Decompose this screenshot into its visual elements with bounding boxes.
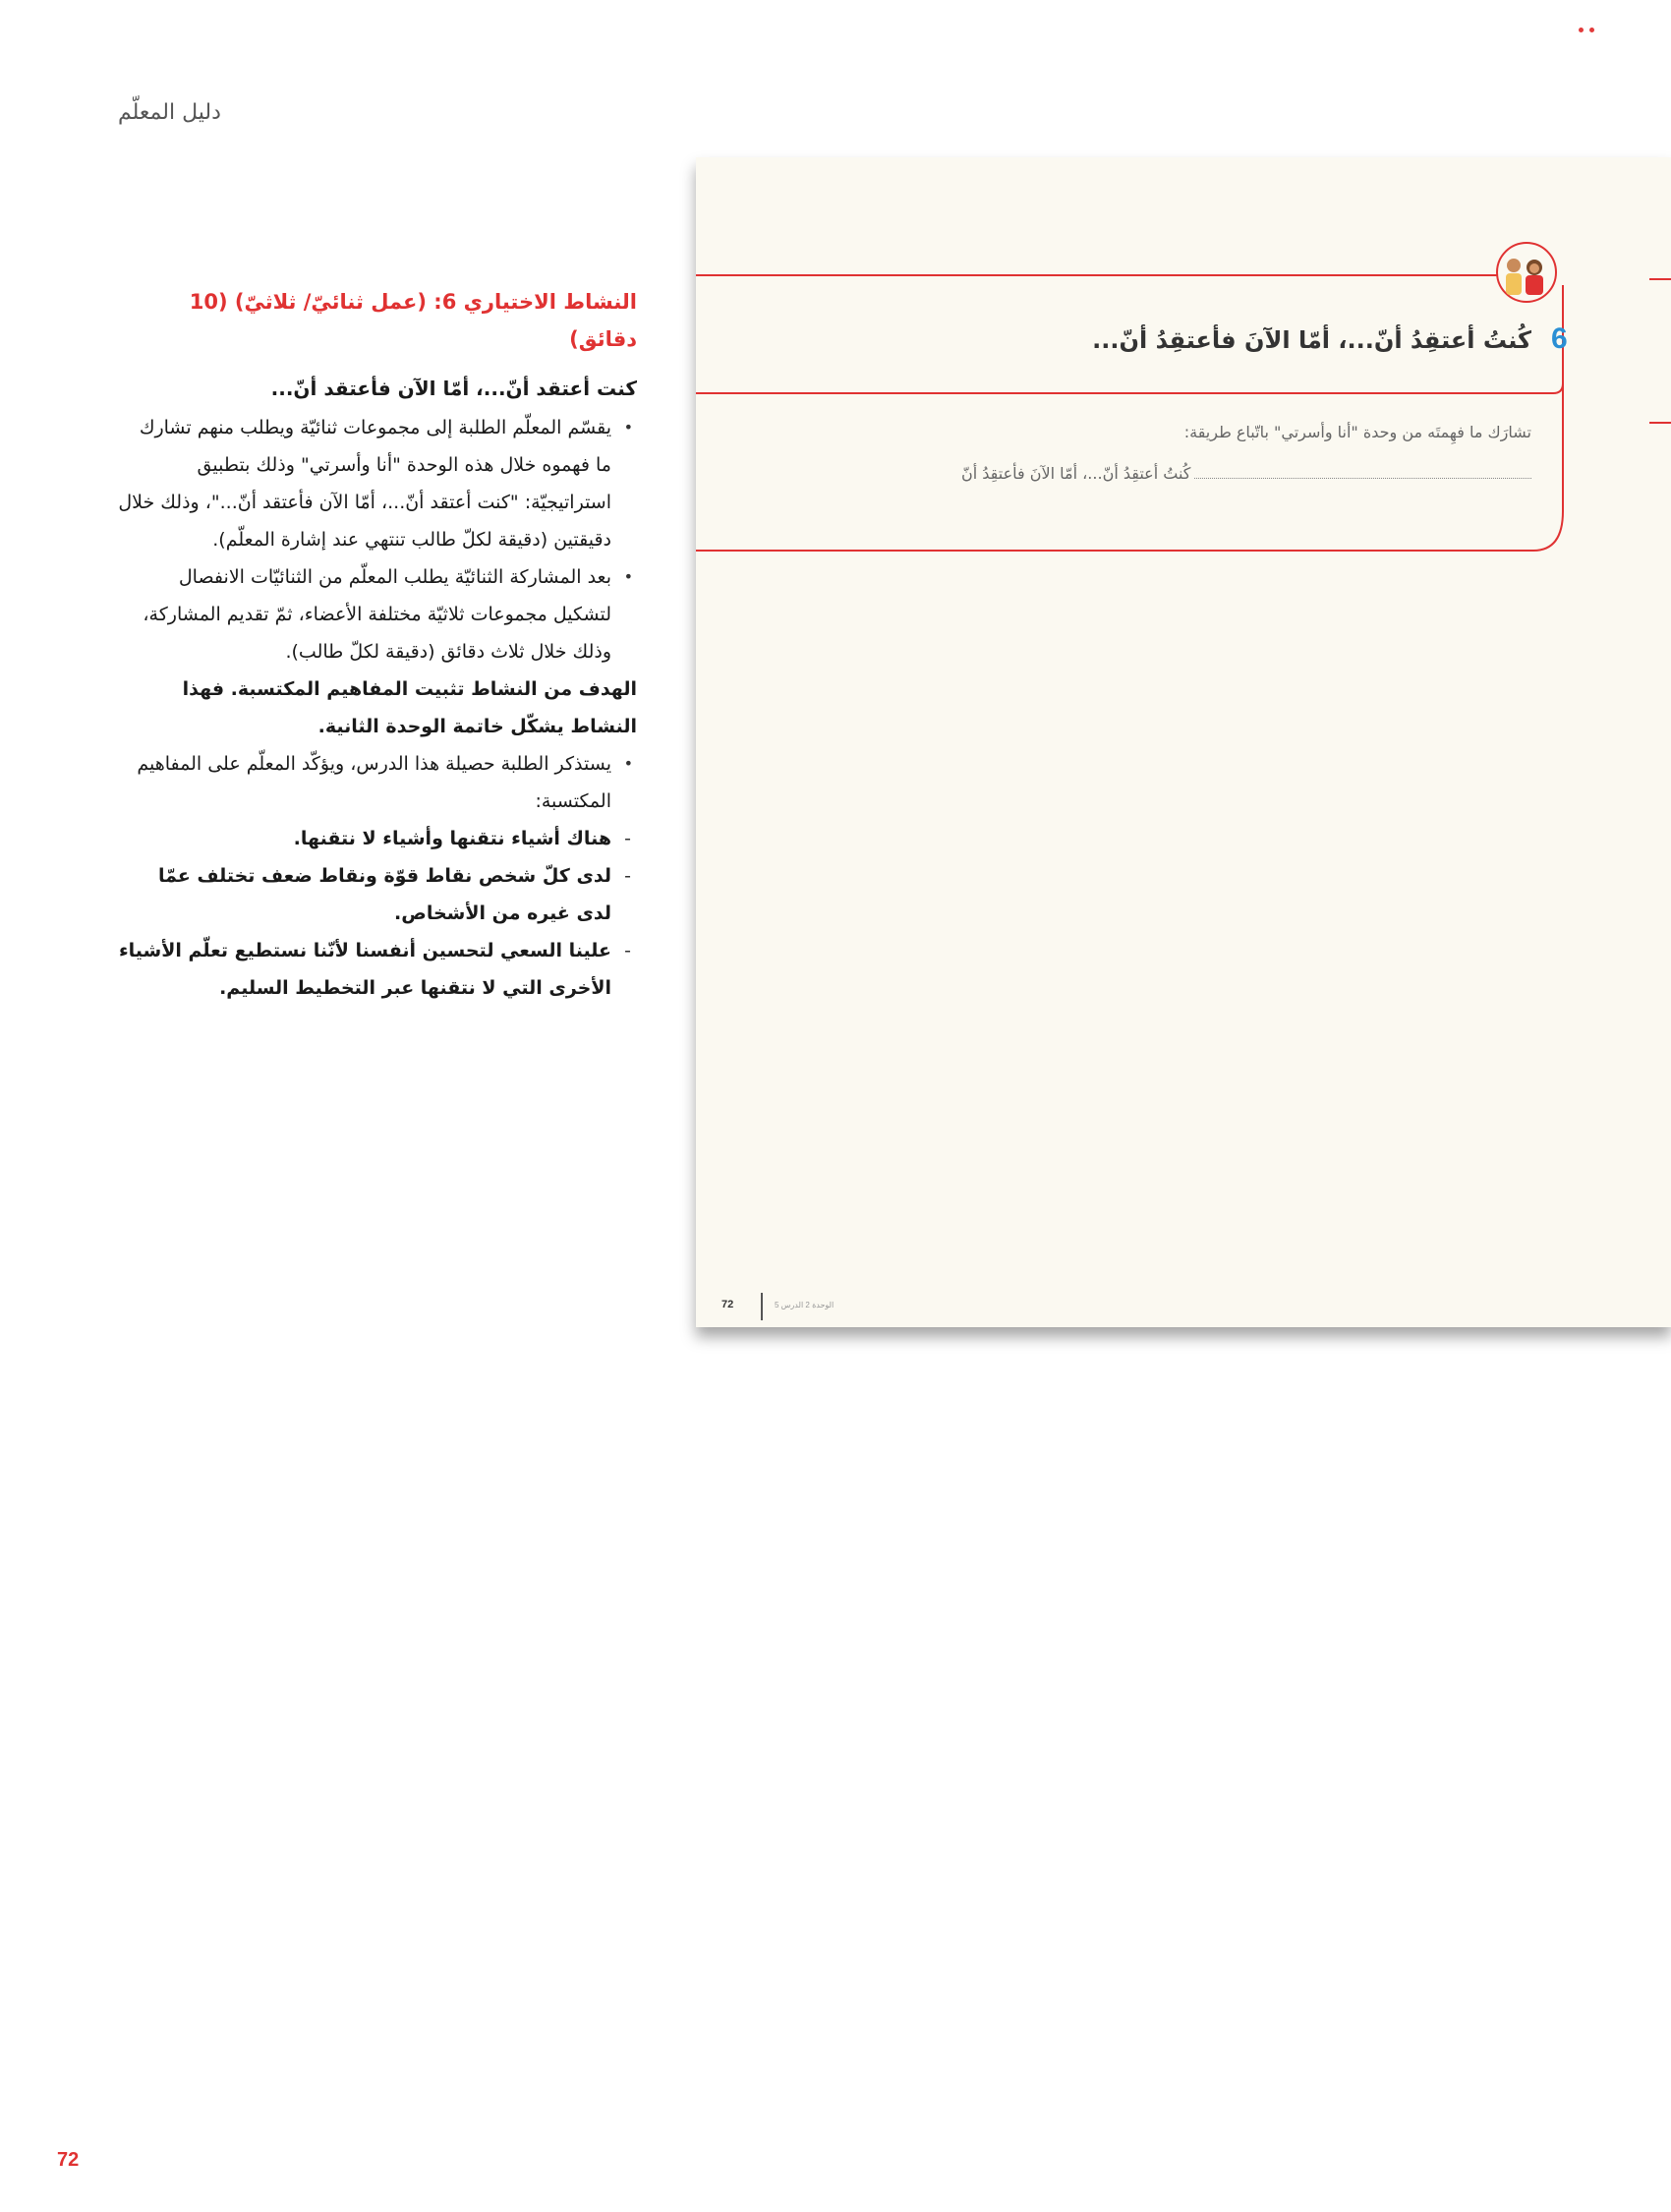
teacher-guide-column	[118, 283, 637, 1007]
activity-title: النشاط الاختياري 6: (عمل ثنائيّ/ ثلاثيّ) (10 دقائق)	[189, 290, 637, 351]
student-page-number: 72	[721, 1299, 734, 1310]
activity-goal: الهدف من النشاط تثبيت المفاهيم المكتسبة. فهذا النشاط يشكّل خاتمة الوحدة الثانية.	[182, 678, 637, 737]
concept-item: - هناك أشياء نتقنها وأشياء لا نتقنها.	[118, 820, 637, 857]
people-group-icon	[1492, 238, 1561, 307]
instruction-bullet: • بعد المشاركة الثنائيّة يطلب المعلّم من الثنائيّات الانفصال لتشكيل مجموعات ثلاثيّة مختلفة الأعضاء، ثمّ تقديم المشاركة، وذلك خلال ثلاث دقائق (دقيقة لكلّ طالب).	[118, 558, 637, 670]
student-prompt: كُنتُ أعتقِدُ أنّ...، أمّا الآنَ فأعتقِدُ أنّ	[961, 464, 1191, 483]
student-prompt-line	[961, 464, 1531, 483]
concept-item: - لدى كلّ شخص نقاط قوّة ونقاط ضعف تختلف عمّا لدى غيره من الأشخاص.	[118, 857, 637, 932]
top-corner-mark	[1573, 18, 1602, 24]
student-page-thumbnail	[696, 157, 1671, 1327]
page-number: 72	[57, 2149, 80, 2171]
footer-divider	[761, 1293, 763, 1320]
page-header-title: دليل المعلّم	[118, 100, 221, 125]
answer-blank	[1194, 468, 1531, 479]
concept-item: - علينا السعي لتحسين أنفسنا لأنّنا نستطيع تعلّم الأشياء الأخرى التي لا نتقنها عبر التخطيط السليم.	[118, 932, 637, 1007]
instruction-bullet: • يقسّم المعلّم الطلبة إلى مجموعات ثنائيّة ويطلب منهم تشارك ما فهموه خلال هذه الوحدة "أنا وأسرتي" وذلك بتطبيق استراتيجيّة: "كنت أعتقد أنّ...، أمّا الآن فأعتقد أنّ..."، وذلك خلال دقيقتين (دقيقة لكلّ طالب تنتهي عند إشارة المعلّم).	[118, 409, 637, 558]
activity-number: 6	[1551, 322, 1568, 355]
activity-subheading: كنت أعتقد أنّ...، أمّا الآن فأعتقد أنّ...	[270, 377, 637, 400]
student-page-footer	[714, 1293, 910, 1322]
instruction-bullet: • يستذكر الطلبة حصيلة هذا الدرس، ويؤكّد المعلّم على المفاهيم المكتسبة:	[118, 745, 637, 820]
footer-unit-label: الوحدة 2 الدرس 5	[775, 1301, 835, 1310]
student-instruction: تشارَك ما فهِمتَه من وحدة "أنا وأسرتي" باتّباع طريقة:	[1183, 423, 1531, 441]
student-activity-heading: كُنتُ أعتقِدُ أنّ...، أمّا الآنَ فأعتقِدُ أنّ...	[1092, 326, 1531, 354]
